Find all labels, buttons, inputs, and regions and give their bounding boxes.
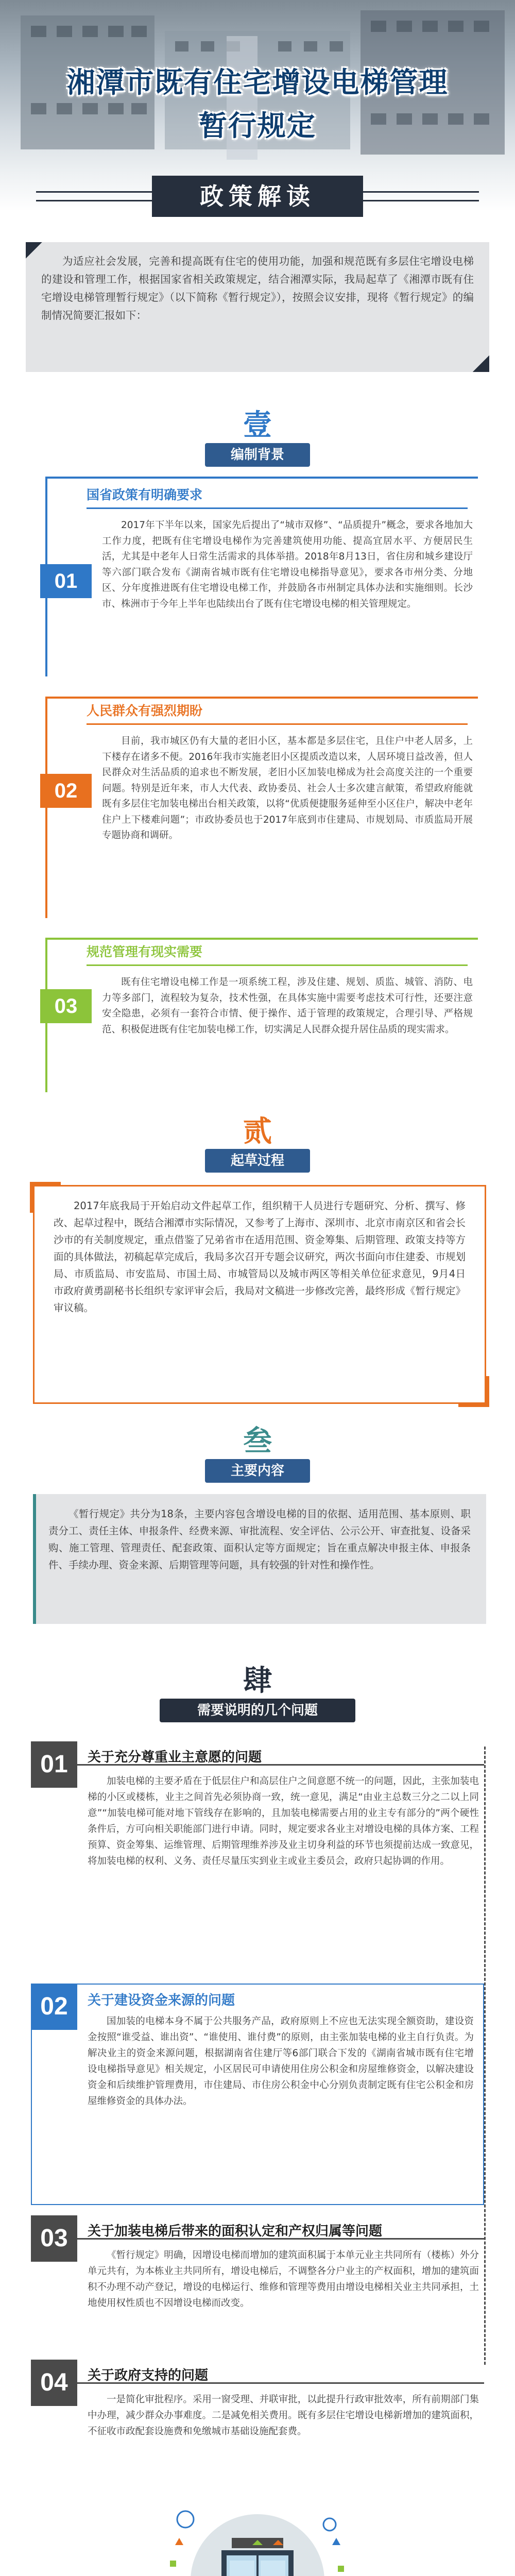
issue-card: [31, 1741, 484, 1971]
item-text: 目前，我市城区仍有大量的老旧小区，基本都是多层住宅，且住户中老人居多，上下楼存在诸多不便。2016年我市实施老旧小区提质改造以来，人居环境日益改善，但人民群众对生活品质的追求也不断发展，老旧小区加装电梯成为社会高度关注的一个重要问题。特别是近年来，市人大代表、政协委员、社会人士多次建言献策，希望政府能就既有多层住宅加装电梯出台相关政策，以将“优质便捷服务延伸至小区住户，解决中老年住户上下楼难问题”；市政协委员也于2017年底到市住建局、市规划局、市质监局开展专题协商和调研。: [102, 736, 473, 841]
page-title-line1: 湘潭市既有住宅增设电梯管理: [66, 65, 449, 99]
item-title: 人民群众有强烈期盼: [87, 703, 203, 718]
issue-title: 关于政府支持的问题: [88, 2368, 209, 2383]
background-item: [45, 477, 488, 676]
section-numeral: 肆: [243, 1664, 272, 1698]
background-item: [45, 697, 488, 918]
item-title: 国省政策有明确要求: [87, 487, 203, 502]
section-label: 编制背景: [205, 443, 310, 467]
drafting-box: [33, 1185, 486, 1404]
issue-text: 《暂行规定》明确，因增设电梯而增加的建筑面积属于本单元业主共同所有（楼栋）外分单元共有，为本栋业主共同所有，增设电梯后，不调整各分户业主的产权面积，增加的建筑面积不办理不动产登记，增设的电梯运行、维修和管理等费用由增设电梯相关业主共同承担，土地使用权性质也不因增设电梯而改变。: [88, 2250, 479, 2309]
intro-text: 为适应社会发展，完善和提高既有住宅的使用功能，加强和规范既有多层住宅增设电梯的建设和管理工作，根据国家省相关政策规定，结合湘潭实际，我局起草了《湘潭市既有住宅增设电梯管理暂行规定》（以下简称《暂行规定》），按照会议安排，现将《暂行规定》的编制情况简要汇报如下：: [41, 255, 474, 321]
corner-decoration: [26, 242, 42, 259]
drafting-text: 2017年底我局于开始启动文件起草工作，组织精干人员进行专题研究、分析、撰写、修改、起草过程中，既结合湘潭市实际情况，又参考了上海市、深圳市、北京市南京区和省会长沙市的有关制度规定，重点借鉴了兄弟省市在适用范围、资金筹集、后期管理、政策支持等方面的具体做法，初稿起草完成后，我局多次召开专题会议研究，两次书面向市住建委、市规划局、市质监局、市安监局、市国土局、市城管局以及城市两区等相关单位征求意见，9月4日市政府黄勇副秘书长组织专家评审会后，我局对文稿进一步修改完善，最终形成《暂行规定》审议稿。: [54, 1200, 466, 1314]
issue-title: 关于加装电梯后带来的面积认定和产权归属等问题: [88, 2224, 383, 2239]
section-label: 起草过程: [205, 1149, 310, 1173]
content-text: 《暂行规定》共分为18条，主要内容包含增设电梯的目的依据、适用范围、基本原则、职责分工、责任主体、申报条件、经费来源、审批流程、安全评估、公示公开、审查批复、设备采购、施工管理、管理责任、配套政策、面积认定等方面规定；旨在重点解决申报主体、申报条件、手续办理、资金来源、后期管理等问题，具有较强的针对性和操作性。: [48, 1508, 471, 1571]
corner-decoration: [458, 1376, 489, 1407]
elevator-illustration-icon: [154, 2488, 360, 2576]
item-text: 2017年下半年以来，国家先后提出了“城市双修”、“品质提升”概念，要求各地加大工作力度，把既有住宅增设电梯作为完善建筑使用功能、提高宜居水平、方便居民生活，尤其是中老年人日常生活需求的具体举措。2018年8月13日，省住房和城乡建设厅等六部门联合发布《湖南省城市既有住宅增设电梯指导意见》，要求各市州分类、分地区、分年度推进既有住宅增设电梯工作，并鼓励各市州制定具体办法和实施细则。长沙市、株洲市于今年上半年也陆续出台了既有住宅增设电梯的相关管理规定。: [102, 520, 473, 609]
dashed-connector: [484, 1747, 486, 2365]
issue-card: [31, 1984, 484, 2205]
corner-decoration: [473, 355, 489, 372]
issue-title: 关于充分尊重业主意愿的问题: [88, 1750, 262, 1765]
issue-number: 03: [31, 2215, 77, 2262]
issue-number: 02: [31, 1984, 77, 2030]
issue-card: [31, 2215, 484, 2349]
issue-number: 01: [31, 1741, 77, 1788]
issue-text: 加装电梯的主要矛盾在于低层住户和高层住户之间意愿不统一的问题，因此，主张加装电梯的小区或楼栋，业主之间首先必须协商一致，统一意见，满足“由业主总数三分之二以上同意”“加装电梯可能对地下管线存在影响的，且加装电梯需要占用的业主专有部分的”两个硬性条件后，方可向相关职能部门进行申请。同时，规定要求各业主对增设电梯的具体方案、工程预算、资金筹集、运维管理、后期管理维养涉及业主切身利益的环节也须提前达成一致意见，将加装电梯的权利、义务、责任尽量压实到业主或业主委员会，政府只起协调的作用。: [88, 1776, 479, 1867]
banner-frame: [36, 173, 479, 220]
section-numeral: 贰: [243, 1114, 272, 1148]
accent-bar: [33, 1494, 36, 1624]
policy-interpretation-banner: 政策解读: [152, 176, 363, 217]
section-label: 主要内容: [205, 1459, 310, 1483]
section-numeral: 叁: [243, 1424, 272, 1458]
page-title-line2: 暂行规定: [198, 109, 316, 142]
intro-box: [26, 242, 489, 372]
issue-title: 关于建设资金来源的问题: [88, 1993, 235, 2008]
issue-card: [31, 2360, 484, 2463]
content-box: [33, 1494, 486, 1624]
issue-text: 一是简化审批程序。采用一窗受理、并联审批，以此提升行政审批效率，所有前期部门集中办理，减少群众办事难度。二是减免相关费用。既有多层住宅增设电梯新增加的建筑面积，不征收市政配套设施费和免缴城市基础设施配套费。: [88, 2394, 479, 2437]
item-number: 01: [40, 564, 92, 598]
item-title: 规范管理有现实需要: [87, 944, 203, 959]
issue-text: 国加装的电梯本身不属于公共服务产品，政府原则上不应也无法实现全额资助，建设资金按照“谁受益、谁出资”、“谁使用、谁付费”的原则，由主张加装电梯的业主自行负责。为解决业主的资金来源问题，根据湖南省住建厅等6部门联合下发的《湖南省城市既有住宅增设电梯指导意见》相关规定，小区居民可申请使用住房公积金和房屋维修资金，以解决建设资金和后续维护管理费用，市住建局、市住房公积金中心分别负责制定既有住宅公积金和房屋维修资金的具体办法。: [88, 2016, 474, 2107]
item-number: 03: [40, 989, 92, 1023]
issue-number: 04: [31, 2360, 77, 2406]
item-number: 02: [40, 774, 92, 808]
section-label: 需要说明的几个问题: [160, 1699, 355, 1722]
background-item: [45, 938, 488, 1092]
section-numeral: 壹: [243, 408, 272, 442]
item-text: 既有住宅增设电梯工作是一项系统工程，涉及住建、规划、质监、城管、消防、电力等多部门，流程较为复杂，技术性强，在具体实施中需要考虑技术可行性，还要注意安全隐患，必须有一套符合市情、便于操作、适于管理的政策规定，合理引导、严格规范、积极促进既有住宅加装电梯工作，切实满足人民群众提升居住品质的现实需求。: [102, 977, 473, 1035]
